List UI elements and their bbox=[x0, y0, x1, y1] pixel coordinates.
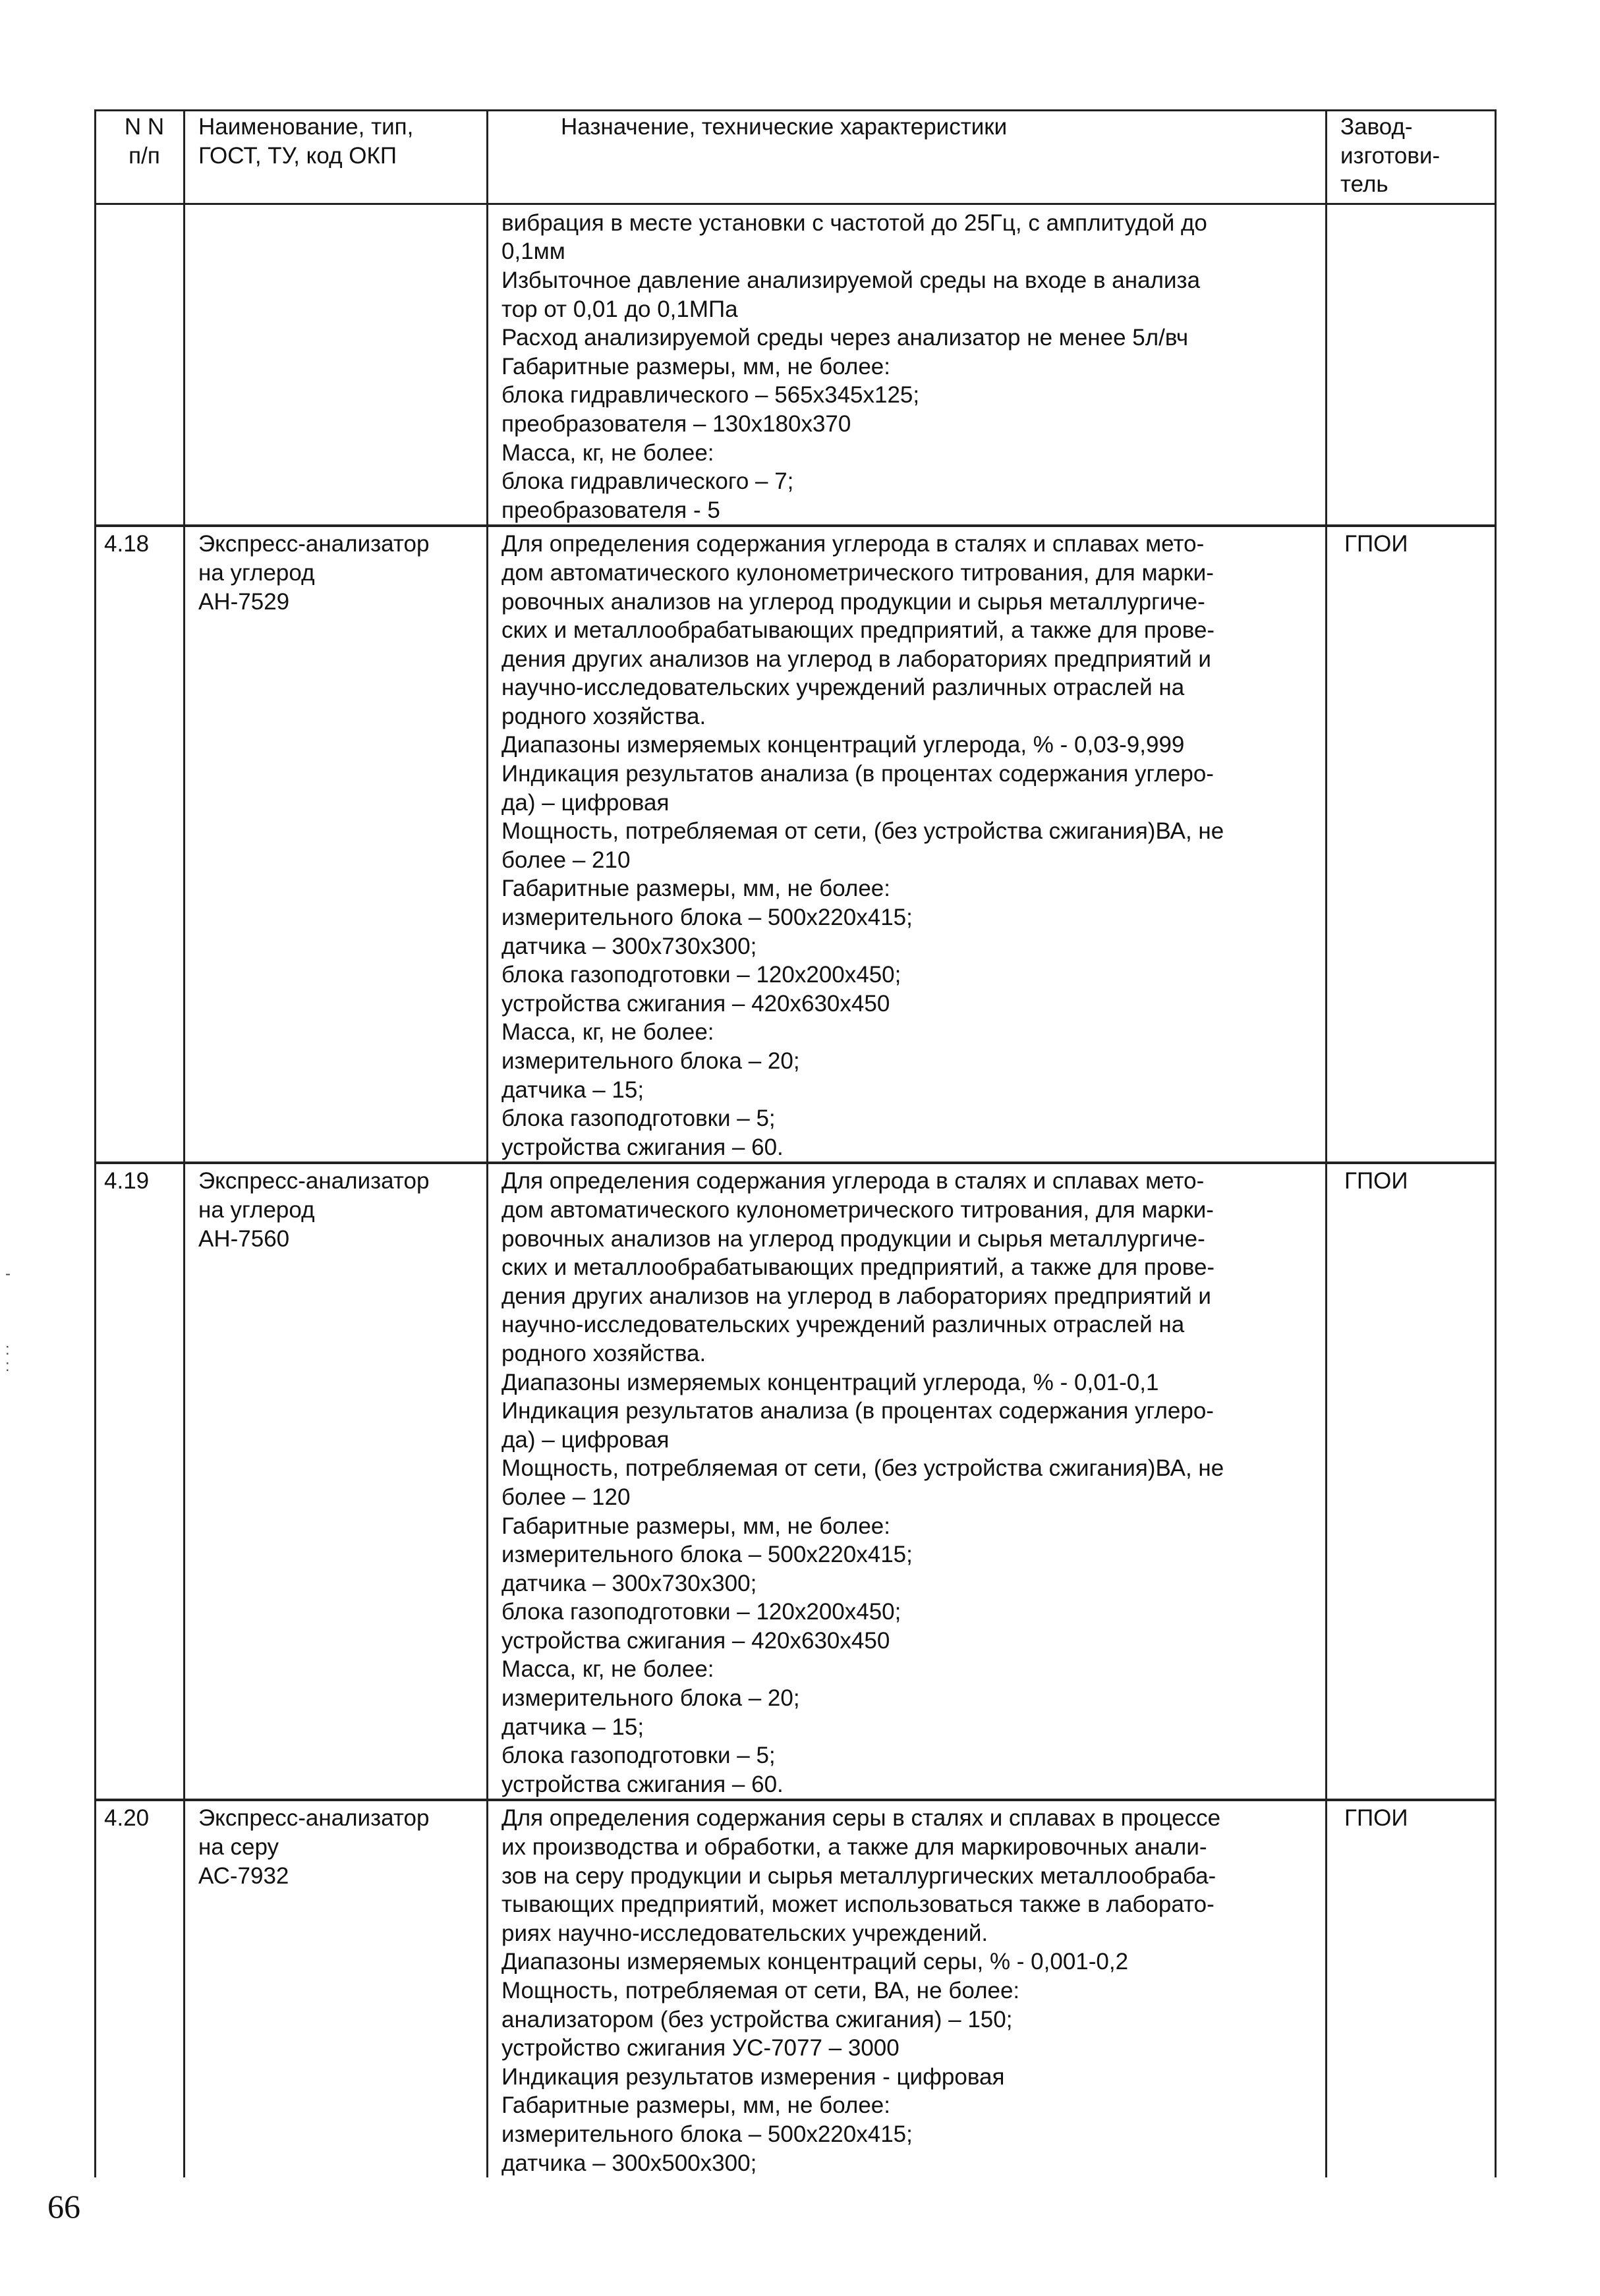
name-line: Экспресс-анализатор bbox=[198, 1805, 430, 1832]
row-manufacturer: ГПОИ bbox=[1327, 1163, 1496, 1800]
description-line: Для определения содержания углерода в сталях и сплавах мето- bbox=[501, 531, 1205, 557]
row-manufacturer bbox=[1327, 204, 1496, 526]
description-line: преобразователя – 130х180х370 bbox=[501, 410, 851, 437]
description-line: Индикация результатов анализа (в процентах содержания углеро- bbox=[501, 1398, 1214, 1424]
description-line: Расход анализируемой среды через анализатор не менее 5л/вч bbox=[501, 325, 1189, 351]
description-line: датчика – 300х500х300; bbox=[501, 2150, 757, 2176]
description-line: преобразователя - 5 bbox=[501, 497, 720, 523]
description-line: Мощность, потребляемая от сети, (без устройства сжигания)ВА, не bbox=[501, 818, 1224, 845]
name-line: АН-7560 bbox=[198, 1225, 290, 1252]
row-number: 4.19 bbox=[96, 1163, 185, 1800]
name-line: на углерод bbox=[198, 1196, 315, 1223]
description-line: устройства сжигания – 60. bbox=[501, 1134, 784, 1160]
description-line: Для определения содержания серы в сталях и сплавах в процессе bbox=[501, 1805, 1221, 1832]
header-description: Назначение, технические характеристики bbox=[488, 111, 1327, 204]
description-line: Габаритные размеры, мм, не более: bbox=[501, 353, 890, 379]
description-line: ских и металлообрабатывающих предприятий, а также для прове- bbox=[501, 1254, 1215, 1281]
description-line: блока газоподготовки – 5; bbox=[501, 1106, 776, 1132]
row-manufacturer: ГПОИ bbox=[1327, 1800, 1496, 2177]
table-body bbox=[96, 204, 1496, 2177]
description-line: Индикация результатов анализа (в процентах содержания углеро- bbox=[501, 761, 1214, 787]
description-line: более – 210 bbox=[501, 847, 631, 873]
description-line: измерительного блока – 500х220х415; bbox=[501, 2121, 913, 2147]
description-line: научно-исследовательских учреждений различных отраслей на bbox=[501, 1312, 1185, 1338]
description-line: Индикация результатов измерения - цифровая bbox=[501, 2063, 1005, 2090]
description-line: блока гидравлического – 7; bbox=[501, 468, 794, 495]
description-line: измерительного блока – 500х220х415; bbox=[501, 905, 913, 931]
description-line: устройство сжигания УС-7077 – 3000 bbox=[501, 2035, 900, 2061]
table-row bbox=[96, 1163, 1496, 1800]
description-line: Мощность, потребляемая от сети, (без устройства сжигания)ВА, не bbox=[501, 1455, 1224, 1482]
description-line: 0,1мм bbox=[501, 238, 565, 265]
name-line: Экспресс-анализатор bbox=[198, 1168, 430, 1194]
name-line: АН-7529 bbox=[198, 588, 290, 615]
description-line: Диапазоны измеряемых концентраций углерода, % - 0,03-9,999 bbox=[501, 732, 1185, 758]
table-row bbox=[96, 526, 1496, 1163]
name-line: на серу bbox=[198, 1834, 279, 1861]
description-line: Габаритные размеры, мм, не более: bbox=[501, 1513, 890, 1539]
description-line: научно-исследовательских учреждений различных отраслей на bbox=[501, 675, 1185, 701]
description-line: да) – цифровая bbox=[501, 1426, 670, 1453]
description-line: Габаритные размеры, мм, не более: bbox=[501, 2092, 890, 2119]
row-manufacturer: ГПОИ bbox=[1327, 526, 1496, 1163]
description-line: Мощность, потребляемая от сети, ВА, не более: bbox=[501, 1978, 1020, 2003]
description-line: датчика – 15; bbox=[501, 1714, 644, 1740]
description-line: более – 120 bbox=[501, 1484, 631, 1510]
header-manufacturer: Завод- изготови- тель bbox=[1327, 111, 1496, 204]
description-line: блока газоподготовки – 5; bbox=[501, 1743, 776, 1769]
spec-table bbox=[94, 109, 1497, 2177]
description-line: датчика – 300х730х300; bbox=[501, 933, 757, 959]
description-line: Масса, кг, не более: bbox=[501, 1019, 714, 1046]
description-line: родного хозяйства. bbox=[501, 1340, 706, 1366]
row-name bbox=[185, 204, 488, 526]
description-line: измерительного блока – 20; bbox=[501, 1048, 800, 1074]
description-line: блока газоподготовки – 120х200х450; bbox=[501, 962, 901, 988]
description-line: Диапазоны измеряемых концентраций углерода, % - 0,01-0,1 bbox=[501, 1369, 1159, 1395]
description-line: устройства сжигания – 420х630х450 bbox=[501, 1627, 890, 1654]
margin-mark: : bbox=[5, 1341, 10, 1358]
margin-mark: : bbox=[5, 1357, 10, 1375]
description-line: их производства и обработки, а также для маркировочных анали- bbox=[501, 1834, 1207, 1861]
description-line: ских и металлообрабатывающих предприятий, а также для прове- bbox=[501, 617, 1215, 644]
header-number: N N п/п bbox=[96, 111, 185, 204]
page-number: 66 bbox=[47, 2188, 80, 2225]
table-row bbox=[96, 1800, 1496, 2177]
description-line: зов на серу продукции и сырья металлургических металлообраба- bbox=[501, 1862, 1216, 1889]
description-line: анализатором (без устройства сжигания) – 150; bbox=[501, 2006, 1013, 2032]
description-line: блока гидравлического – 565х345х125; bbox=[501, 382, 920, 408]
table-header-row bbox=[96, 111, 1496, 204]
description-line: измерительного блока – 500х220х415; bbox=[501, 1542, 913, 1568]
description-line: Габаритные размеры, мм, не более: bbox=[501, 876, 890, 902]
description-line: ровочных анализов на углерод продукции и сырья металлургиче- bbox=[501, 588, 1205, 615]
margin-mark: - bbox=[5, 1265, 11, 1283]
description-line: устройства сжигания – 420х630х450 bbox=[501, 990, 890, 1017]
row-description bbox=[488, 204, 1327, 526]
name-line: Экспресс-анализатор bbox=[198, 531, 430, 557]
description-line: дом автоматического кулонометрического титрования, для марки- bbox=[501, 1196, 1214, 1223]
description-line: родного хозяйства. bbox=[501, 703, 706, 729]
description-line: дом автоматического кулонометрического титрования, для марки- bbox=[501, 559, 1214, 586]
description-line: Избыточное давление анализируемой среды на входе в анализа bbox=[501, 267, 1201, 293]
row-number: 4.20 bbox=[96, 1800, 185, 2177]
header-name: Наименование, тип, ГОСТ, ТУ, код ОКП bbox=[185, 111, 488, 204]
description-line: датчика – 300х730х300; bbox=[501, 1570, 757, 1596]
name-line: на углерод bbox=[198, 559, 315, 586]
description-line: ровочных анализов на углерод продукции и сырья металлургиче- bbox=[501, 1225, 1205, 1252]
description-line: Для определения содержания углерода в сталях и сплавах мето- bbox=[501, 1168, 1205, 1194]
description-line: устройства сжигания – 60. bbox=[501, 1771, 784, 1797]
description-line: вибрация в месте установки с частотой до 25Гц, с амплитудой до bbox=[501, 210, 1207, 236]
row-description bbox=[488, 1163, 1327, 1800]
row-number bbox=[96, 204, 185, 526]
name-line: АС-7932 bbox=[198, 1862, 289, 1889]
description-line: датчика – 15; bbox=[501, 1077, 644, 1103]
row-description bbox=[488, 1800, 1327, 2177]
description-line: Диапазоны измеряемых концентраций серы, % - 0,001-0,2 bbox=[501, 1949, 1129, 1975]
row-description bbox=[488, 526, 1327, 1163]
description-line: блока газоподготовки – 120х200х450; bbox=[501, 1599, 901, 1625]
description-line: дения других анализов на углерод в лабораториях предприятий и bbox=[501, 1283, 1211, 1309]
table-row bbox=[96, 204, 1496, 526]
description-line: измерительного блока – 20; bbox=[501, 1685, 800, 1712]
description-line: риях научно-исследовательских учреждений. bbox=[501, 1920, 988, 1946]
description-line: тор от 0,01 до 0,1МПа bbox=[501, 296, 738, 322]
description-line: Масса, кг, не более: bbox=[501, 439, 714, 466]
row-name bbox=[185, 1163, 488, 1800]
description-line: дения других анализов на углерод в лабораториях предприятий и bbox=[501, 646, 1211, 672]
row-name bbox=[185, 526, 488, 1163]
description-line: тывающих предприятий, может использоваться также в лаборато- bbox=[501, 1891, 1214, 1918]
row-name bbox=[185, 1800, 488, 2177]
description-line: Масса, кг, не более: bbox=[501, 1656, 714, 1683]
row-number: 4.18 bbox=[96, 526, 185, 1163]
description-line: да) – цифровая bbox=[501, 789, 670, 816]
